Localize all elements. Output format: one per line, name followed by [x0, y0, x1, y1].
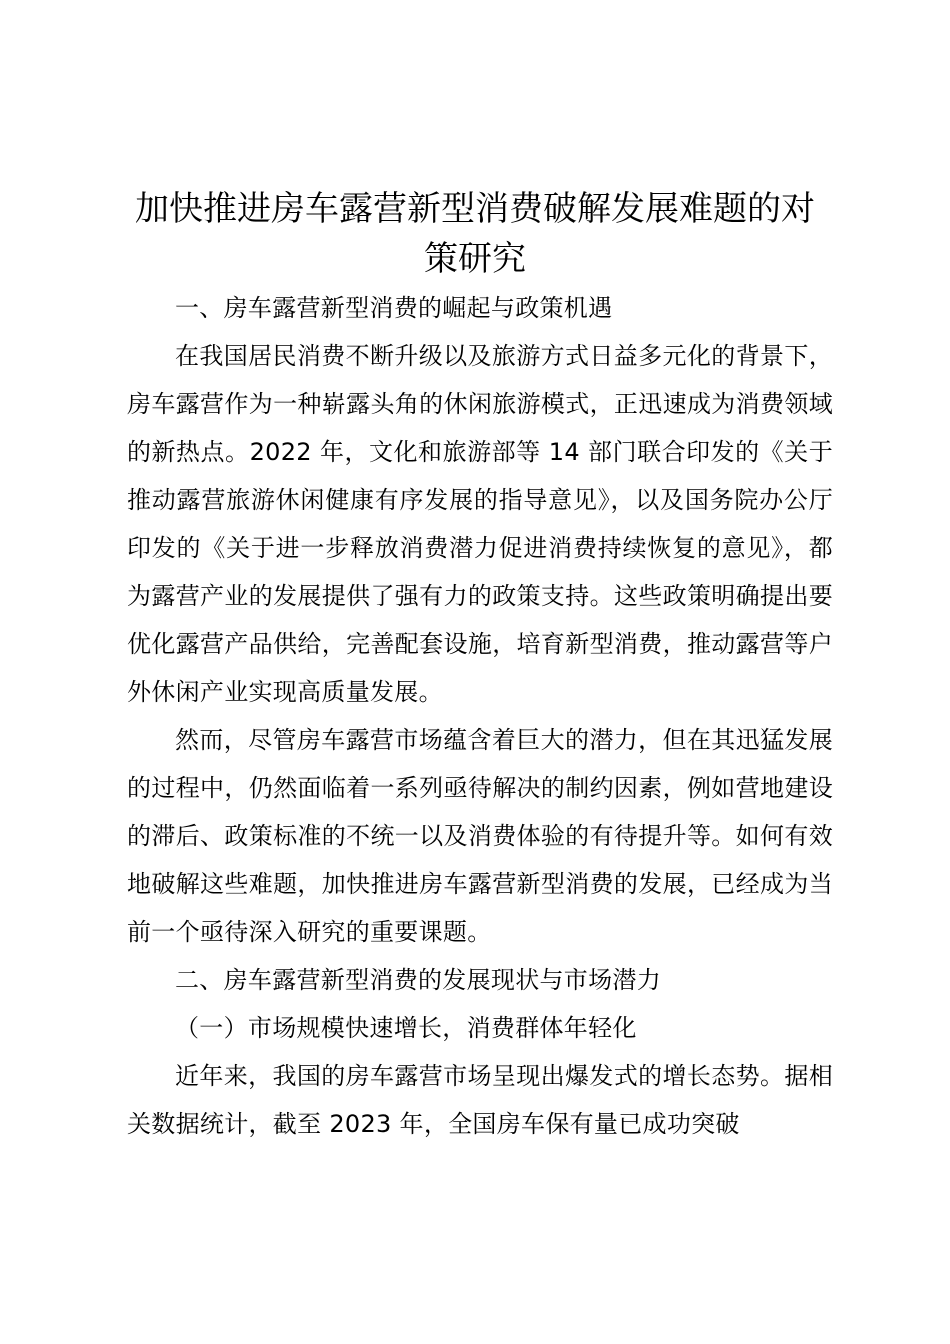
document-title: 加快推进房车露营新型消费破解发展难题的对策研究 [135, 189, 815, 279]
section-heading-2: 二、房车露营新型消费的发展现状与市场潜力 [175, 966, 661, 994]
paragraph-1: 在我国居民消费不断升级以及旅游方式日益多元化的背景下，房车露营作为一种崭露头角的休闲旅游模式，正迅速成为消费领域的新热点。2022 年，文化和旅游部等 14 部门联合印发的《关于推动露营旅游休闲健康有序发展的指导意见》，以及国务院办公厅印发的《关于进一步释放消费潜力促进消费持续恢复的意见》，都为露营产业的发展提供了强有力的政策支持。这些政策明确提出要优化露营产品供给，完善配套设施，培育新型消费，推动露营等户外休闲产业实现高质量发展。 [127, 342, 833, 706]
paragraph-2: 然而，尽管房车露营市场蕴含着巨大的潜力，但在其迅猛发展的过程中，仍然面临着一系列亟待解决的制约因素，例如营地建设的滞后、政策标准的不统一以及消费体验的有待提升等。如何有效地破解这些难题，加快推进房车露营新型消费的发展，已经成为当前一个亟待深入研究的重要课题。 [127, 726, 833, 946]
section-heading-1: 一、房车露营新型消费的崛起与政策机遇 [175, 294, 613, 322]
paragraph-3: 近年来，我国的房车露营市场呈现出爆发式的增长态势。据相关数据统计，截至 2023 年，全国房车保有量已成功突破 [127, 1062, 833, 1138]
document-body [127, 284, 833, 1148]
subsection-heading-1: （一）市场规模快速增长，消费群体年轻化 [175, 1014, 637, 1042]
